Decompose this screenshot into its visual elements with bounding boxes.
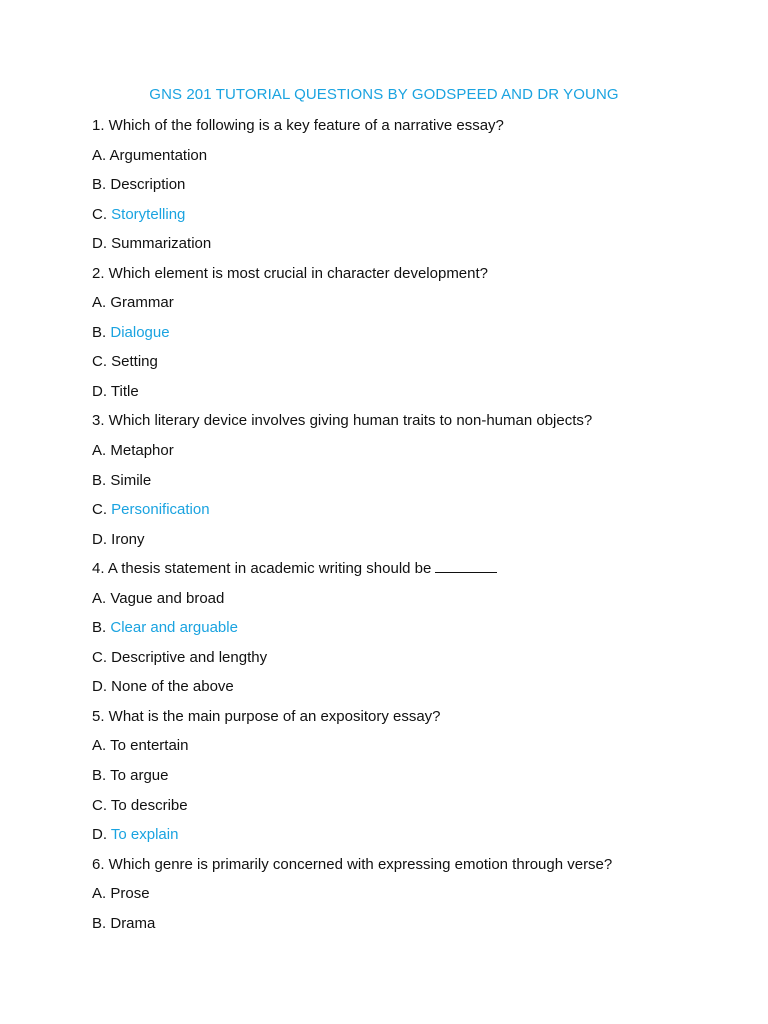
- option-b-answer: B. Clear and arguable: [92, 619, 238, 637]
- question-text: 6. Which genre is primarily concerned with expressing emotion through verse?: [92, 855, 613, 873]
- correct-answer: Clear and arguable: [110, 619, 238, 637]
- option-a: A. Metaphor: [92, 442, 174, 460]
- option-b: B. Simile: [92, 471, 152, 489]
- option-a: A. Prose: [92, 885, 150, 903]
- correct-answer: Personification: [111, 501, 210, 519]
- question-text: 1. Which of the following is a key feature of a narrative essay?: [92, 117, 504, 134]
- fill-in-blank: [435, 560, 497, 573]
- option-d-answer: D. To explain: [92, 826, 179, 844]
- correct-answer: Dialogue: [110, 323, 170, 341]
- question-text: 5. What is the main purpose of an expository essay?: [92, 707, 441, 725]
- option-d: D. None of the above: [92, 678, 234, 696]
- correct-answer: Storytelling: [111, 205, 186, 223]
- option-d: D. Summarization: [92, 235, 212, 253]
- question-text: 3. Which literary device involves giving human traits to non-human objects?: [92, 412, 593, 430]
- option-a: A. Vague and broad: [92, 589, 225, 607]
- option-d: D. Title: [92, 382, 139, 400]
- option-c: C. Setting: [92, 353, 158, 371]
- option-c: C. To describe: [92, 796, 188, 814]
- option-b: B. Drama: [92, 914, 156, 932]
- option-d: D. Irony: [92, 530, 145, 548]
- option-c-answer: C. Storytelling: [92, 205, 186, 223]
- option-c-answer: C. Personification: [92, 501, 210, 519]
- question-list: [92, 116, 712, 943]
- document-title: GNS 201 TUTORIAL QUESTIONS BY GODSPEED AND DR YOUNG: [149, 86, 619, 103]
- option-b: B. To argue: [92, 767, 169, 785]
- correct-answer: To explain: [110, 826, 179, 844]
- option-a: A. Argumentation: [92, 146, 208, 164]
- option-c: C. Descriptive and lengthy: [92, 648, 268, 666]
- question-text: 4. A thesis statement in academic writing should be: [92, 559, 712, 589]
- option-a: A. To entertain: [92, 737, 189, 755]
- question-text: 2. Which element is most crucial in character development?: [92, 264, 489, 282]
- option-a: A. Grammar: [92, 294, 174, 312]
- option-b: B. Description: [92, 176, 186, 194]
- option-b-answer: B. Dialogue: [92, 323, 170, 341]
